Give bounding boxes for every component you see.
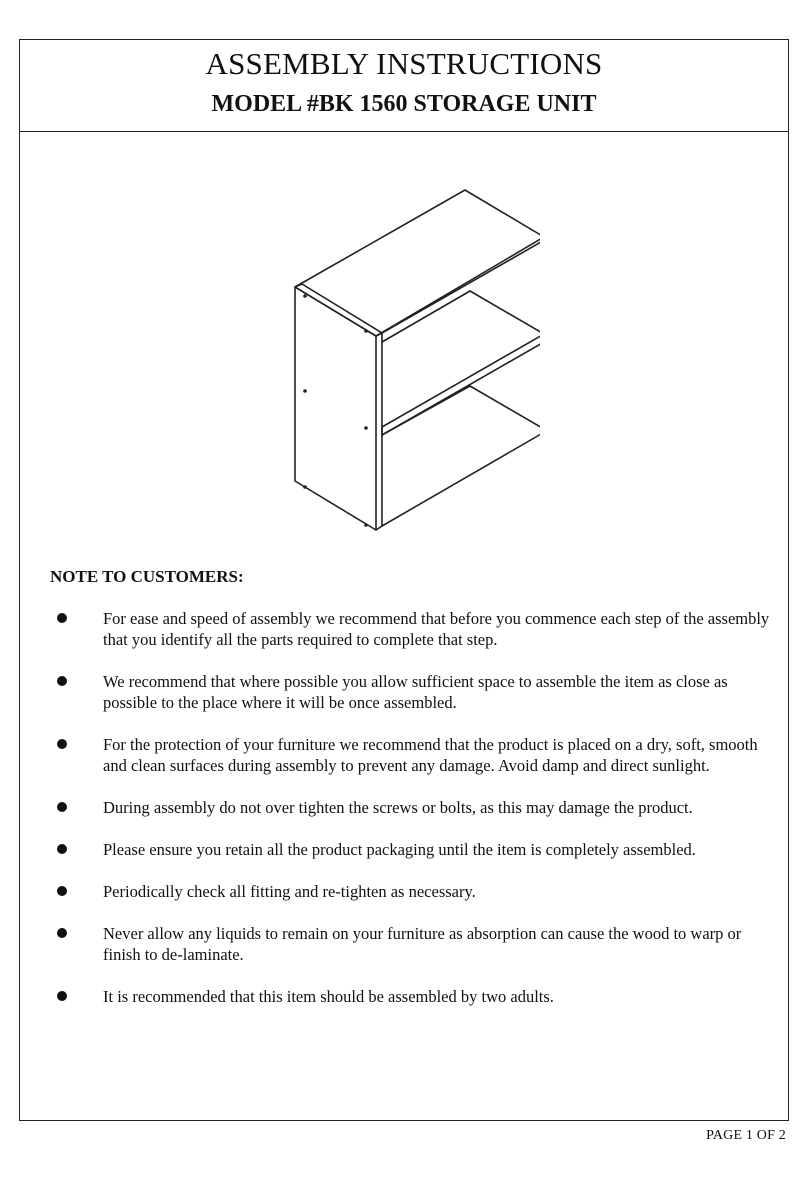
- bullet-icon: [57, 739, 67, 749]
- note-text: It is recommended that this item should be assembled by two adults.: [103, 987, 554, 1006]
- bullet-icon: [57, 886, 67, 896]
- list-item: [20, 734, 788, 776]
- note-text: During assembly do not over tighten the screws or bolts, as this may damage the product.: [103, 798, 693, 817]
- storage-unit-illustration-icon: [270, 185, 540, 535]
- bullet-icon: [57, 928, 67, 938]
- list-item: [20, 986, 788, 1007]
- list-item: [20, 923, 788, 965]
- list-item: [20, 797, 788, 818]
- note-text: We recommend that where possible you allow sufficient space to assemble the item as close as possible to the place where it will be once assembled.: [103, 672, 728, 712]
- note-text: Please ensure you retain all the product packaging until the item is completely assembled.: [103, 840, 696, 859]
- note-text: For ease and speed of assembly we recommend that before you commence each step of the assembly that you identify all the parts required to complete that step.: [103, 609, 770, 649]
- header: [20, 40, 788, 132]
- page-number: PAGE 1 OF 2: [706, 1128, 786, 1143]
- bullet-icon: [57, 844, 67, 854]
- bullet-icon: [57, 802, 67, 812]
- list-item: [20, 608, 788, 650]
- bullet-icon: [57, 676, 67, 686]
- bullet-icon: [57, 991, 67, 1001]
- note-text: Never allow any liquids to remain on your furniture as absorption can cause the wood to warp or finish to de-laminate.: [103, 924, 742, 964]
- notes-heading: NOTE TO CUSTOMERS:: [50, 567, 244, 586]
- model-subtitle: MODEL #BK 1560 STORAGE UNIT: [211, 91, 597, 117]
- page-frame: [19, 39, 789, 1121]
- bullet-icon: [57, 613, 67, 623]
- page-title: ASSEMBLY INSTRUCTIONS: [205, 46, 603, 81]
- note-text: Periodically check all fitting and re-tighten as necessary.: [103, 882, 476, 901]
- list-item: [20, 839, 788, 860]
- notes-list: [20, 608, 788, 1028]
- note-text: For the protection of your furniture we recommend that the product is placed on a dry, soft, smooth and clean surfaces during assembly to prevent any damage. Avoid damp and direct sunlight.: [103, 735, 758, 775]
- list-item: [20, 671, 788, 713]
- list-item: [20, 881, 788, 902]
